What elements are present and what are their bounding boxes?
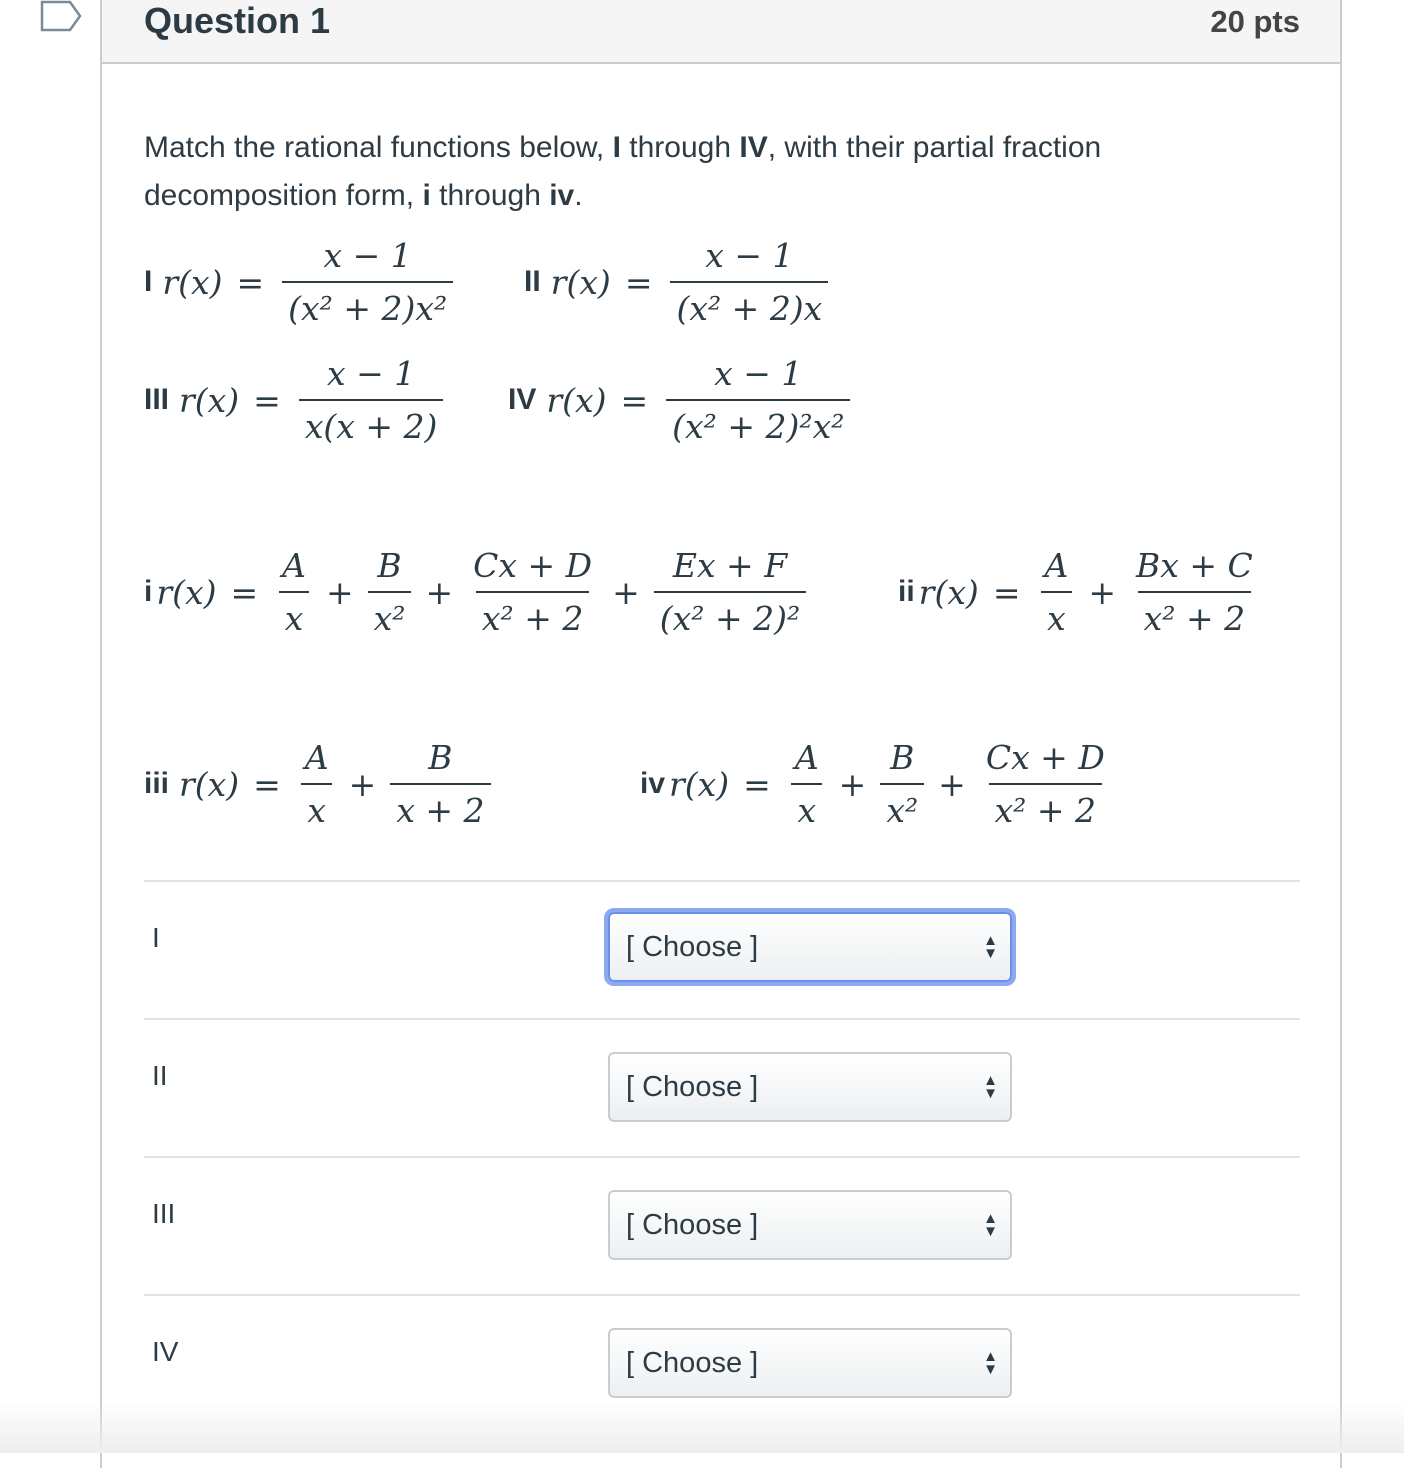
question-title: Question 1: [144, 0, 331, 41]
updown-arrows-icon: ▲ ▼: [983, 1348, 998, 1378]
answer-label-I: I: [152, 922, 160, 953]
answer-select-IV[interactable]: [ Choose ] ▲ ▼: [608, 1328, 1012, 1398]
answer-label-IV: IV: [152, 1336, 179, 1367]
answer-select-III[interactable]: [ Choose ] ▲ ▼: [608, 1190, 1012, 1260]
updown-arrows-icon: ▲ ▼: [983, 1210, 998, 1240]
bottom-shadow: [0, 1400, 1404, 1453]
updown-arrows-icon: ▲ ▼: [983, 932, 998, 962]
row-divider: [144, 880, 1300, 882]
row-divider: [144, 1294, 1300, 1296]
question-prompt: Match the rational functions below, I through IV, with their partial fraction decomposition form, i through iv.: [144, 131, 1102, 212]
row-divider: [144, 1156, 1300, 1158]
answer-select-II[interactable]: [ Choose ] ▲ ▼: [608, 1052, 1012, 1122]
decomposition-i: i r(x) = $\frac{A}{x}$ + $\frac{B}{\text{x²}}$ + $\frac{Cx + D}{\text{x² + 2}}$ + $\frac{Ex + F}{\text{(x² + 2)²}}$: [144, 546, 810, 638]
answer-label-III: III: [152, 1198, 176, 1229]
question-points: 20 pts: [1210, 4, 1300, 39]
answer-label-II: II: [152, 1060, 168, 1091]
function-IV: IV r(x) = $\frac{x - 1}{\text{(x² + 2)²x²}}$: [508, 354, 854, 446]
function-I: I r(x) = $\frac{x - 1}{\text{(x² + 2)x²}}$: [144, 236, 457, 328]
decomposition-ii: ii r(x) = $\frac{A}{x}$ + $\frac{Bx + C}{\text{x² + 2}}$: [898, 546, 1253, 638]
decomposition-iv: iv r(x) = $\frac{A}{x}$ + $\frac{B}{\text{x²}}$ + $\frac{Cx + D}{\text{x² + 2}}$: [640, 738, 1105, 830]
row-divider: [144, 1018, 1300, 1020]
answer-select-I[interactable]: [ Choose ] ▲ ▼: [608, 912, 1012, 982]
question-header: [102, 0, 1340, 64]
updown-arrows-icon: ▲ ▼: [983, 1072, 998, 1102]
decomposition-iii: iii r(x) = $\frac{A}{x}$ + $\frac{B}{x + 2}$: [144, 738, 495, 830]
question-card: [100, 0, 1342, 1468]
function-III: III r(x) = $\frac{x - 1}{x(x + 2)}$: [144, 354, 447, 446]
function-II: II r(x) = $\frac{x - 1}{\text{(x² + 2)x}}$: [524, 236, 832, 328]
bookmark-flag-icon[interactable]: [40, 0, 82, 34]
